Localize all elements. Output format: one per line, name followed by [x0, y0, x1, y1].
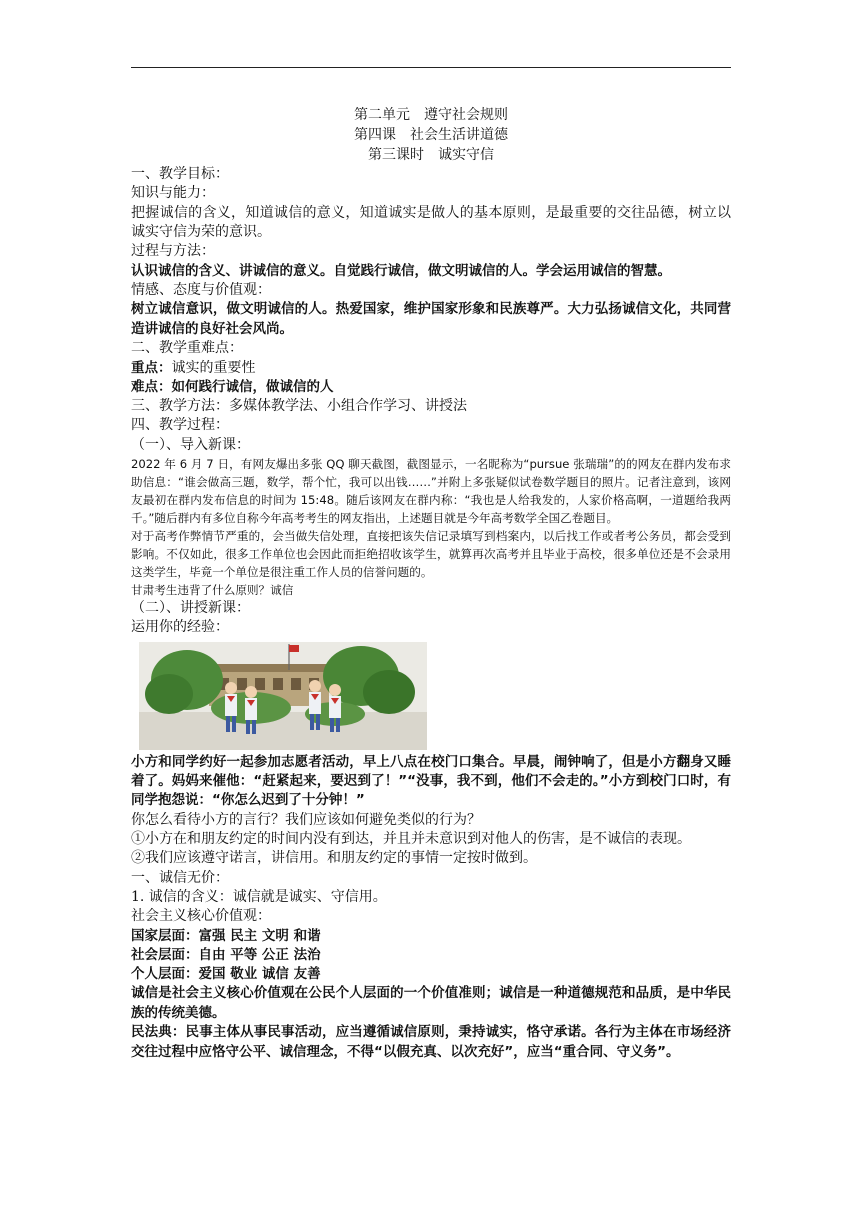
knowledge-label: 知识与能力：: [131, 185, 215, 202]
emotion-text: 树立诚信意识，做文明诚信的人。热爱国家，维护国家形象和民族尊严。大力弘扬诚信文化，共同营造讲诚信的良好社会风尚。: [131, 301, 731, 337]
key-label: 重点：: [131, 359, 172, 376]
intro-question: 甘肃考生违背了什么原则？诚信: [131, 583, 294, 597]
intro-paragraph-1: 2022 年 6 月 7 日，有网友爆出多张 QQ 聊天截图，截图显示，一名昵称为“pursue 张瑞瑞”的的网友在群内发布求助信息：“谁会做高三题，数学，帮个忙，我可以出钱……”并附上多张疑似试卷数学题目的照片。记者注意到，该网友最初在群内发布信息的时间为 15:48。随后该网友在群内称：“我也是人给我发的，人家价格高啊，一道题给我两千。”随后群内有多位自称今年高考考生的网友指出，上述题目就是今年高考数学全国乙卷题目。: [131, 457, 731, 525]
story-paragraph: 小方和同学约好一起参加志愿者活动，早上八点在校门口集合。早晨，闹钟响了，但是小方翻身又睡着了。妈妈来催他：“赶紧起来，要迟到了！”“没事，我不到，他们不会走的。”小方到校门口时，有同学抱怨说：“你怎么迟到了十分钟！”: [131, 753, 731, 809]
goals-heading: 一、教学目标：: [131, 166, 229, 182]
integrity-summary: 诚信是社会主义核心价值观在公民个人层面的一个价值准则；诚信是一种道德规范和品质，是中华民族的传统美德。: [131, 985, 731, 1021]
process-heading: 四、教学过程：: [131, 417, 229, 434]
key-point: [131, 359, 731, 378]
experience-label: 运用你的经验：: [131, 619, 229, 636]
emotion-label: 情感、态度与价值观：: [131, 282, 271, 299]
difficult-point: [131, 378, 731, 397]
answer-1: ①小方在和朋友约定的时间内没有到达，并且并未意识到对他人的伤害，是不诚信的表现。: [131, 831, 691, 848]
process-label: 过程与方法：: [131, 243, 215, 260]
key-text: 诚实的重要性: [171, 359, 256, 376]
document-page: [131, 105, 731, 1062]
discussion-question: 你怎么看待小方的言行？我们应该如何避免类似的行为？: [131, 811, 481, 828]
lesson-title: 第四课 社会生活讲道德: [354, 127, 508, 143]
process-text: 认识诚信的含义、讲诚信的意义。自觉践行诚信，做文明诚信的人。学会运用诚信的智慧。: [131, 262, 671, 279]
students-school-illustration: [139, 642, 427, 750]
personal-values: 个人层面：爱国 敬业 诚信 友善: [131, 966, 321, 983]
social-values: 社会层面：自由 平等 公正 法治: [131, 946, 321, 963]
integrity-definition: 1. 诚信的含义：诚信就是诚实、守信用。: [131, 889, 387, 905]
section1-heading: 一、诚信无价：: [131, 869, 229, 886]
intro-paragraph-2: 对于高考作弊情节严重的，会当做失信处理，直接把该失信记录填写到档案内，以后找工作或者考公务员，都会受到影响。不仅如此，很多工作单位也会因此而拒绝招收该学生，就算再次高考并且毕业于高校，很多单位还是不会录用这类学生，毕竟一个单位是很注重工作人员的信誉问题的。: [131, 529, 731, 579]
knowledge-text: 把握诚信的含义，知道诚信的意义，知道诚实是做人的基本原则，是最重要的交往品德，树立以诚实守信为荣的意识。: [131, 204, 731, 240]
unit-title: 第二单元 遵守社会规则: [354, 107, 508, 123]
civil-code-paragraph: 民法典：民事主体从事民事活动，应当遵循诚信原则，秉持诚实，恪守承诺。各行为主体在市场经济交往过程中应恪守公平、诚信理念，不得“以假充真、以次充好”，应当“重合同、守义务”。: [131, 1024, 731, 1060]
core-values-label: 社会主义核心价值观：: [131, 908, 271, 925]
intro-heading: （一）、导入新课：: [131, 436, 250, 453]
difficult-text: 如何践行诚信，做诚信的人: [171, 378, 334, 395]
difficult-label: 难点：: [131, 378, 172, 395]
new-lesson-heading: （二）、讲授新课：: [131, 600, 250, 616]
keypoints-heading: 二、教学重难点：: [131, 340, 243, 357]
methods-line: 三、教学方法：多媒体教学法、小组合作学习、讲授法: [131, 398, 467, 415]
national-values: 国家层面：富强 民主 文明 和谐: [131, 927, 321, 944]
header-rule: [131, 67, 731, 68]
period-title: 第三课时 诚实守信: [368, 147, 494, 163]
answer-2: ②我们应该遵守诺言，讲信用。和朋友约定的事情一定按时做到。: [131, 850, 537, 867]
